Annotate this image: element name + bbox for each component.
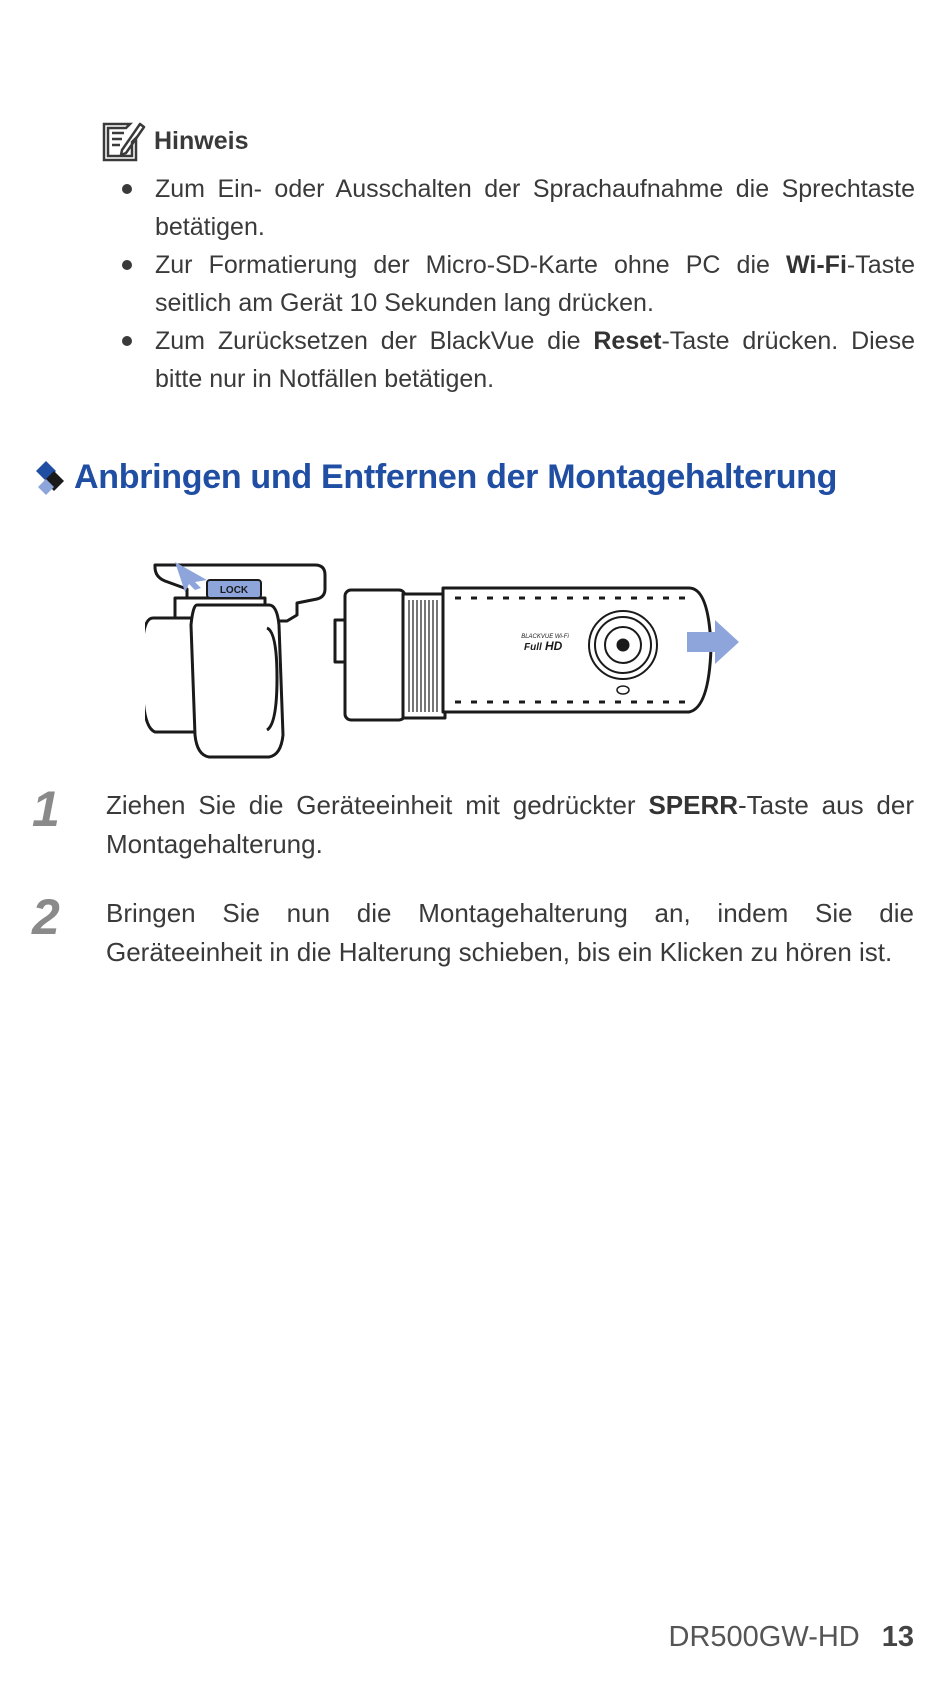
note-item-text: -Taste drücken. Diese bitte nur in Notfällen betätigen. bbox=[155, 327, 915, 393]
step-number: 1 bbox=[32, 781, 60, 837]
note-box bbox=[100, 118, 915, 398]
dashcam-illustration bbox=[145, 560, 805, 780]
brand-label: BLACKVUE Wi-Fi bbox=[521, 634, 569, 640]
note-item bbox=[100, 170, 915, 246]
page-number: 13 bbox=[881, 1621, 914, 1653]
step-text-part: Bringen Sie nun die Montagehalterung an, indem Sie die Geräteeinheit in die Halterung schieben, bis ein Klicken zu hören ist. bbox=[106, 898, 914, 967]
step-text-bold: SPERR bbox=[648, 790, 739, 820]
diamond-bullet-icon bbox=[34, 459, 66, 497]
lock-button bbox=[207, 580, 261, 598]
hd-label-full: Full bbox=[524, 642, 542, 653]
note-item-text: Zur Formatierung der Micro-SD-Karte ohne PC die bbox=[155, 251, 787, 279]
note-header bbox=[100, 118, 915, 164]
step-text bbox=[106, 786, 914, 864]
note-pencil-icon bbox=[100, 118, 146, 164]
note-item-bold: Wi-Fi bbox=[786, 251, 847, 279]
note-item bbox=[100, 246, 915, 322]
note-list bbox=[100, 170, 915, 398]
step-text-part: -Taste aus der Montagehalterung. bbox=[106, 790, 915, 859]
note-item-text: Zum Ein- oder Ausschalten der Sprachaufnahme die Sprechtaste betätigen. bbox=[155, 175, 915, 241]
section-title: Anbringen und Entfernen der Montagehalterung bbox=[74, 458, 838, 496]
note-item bbox=[100, 322, 915, 398]
note-item-text: -Taste seitlich am Gerät 10 Sekunden lang drücken. bbox=[155, 251, 915, 317]
page-footer bbox=[669, 1621, 914, 1654]
note-item-text: Zum Zurücksetzen der BlackVue die bbox=[155, 327, 594, 355]
note-item-bold: Reset bbox=[593, 327, 662, 355]
section-heading bbox=[34, 458, 837, 497]
step-text-part: Ziehen Sie die Geräteeinheit mit gedrückter bbox=[106, 790, 649, 820]
model-name: DR500GW-HD bbox=[668, 1621, 860, 1653]
note-title: Hinweis bbox=[154, 126, 249, 155]
step-text bbox=[106, 894, 914, 972]
step-number: 2 bbox=[32, 889, 60, 945]
hd-label-hd: HD bbox=[545, 639, 563, 653]
lock-label: LOCK bbox=[219, 585, 249, 596]
